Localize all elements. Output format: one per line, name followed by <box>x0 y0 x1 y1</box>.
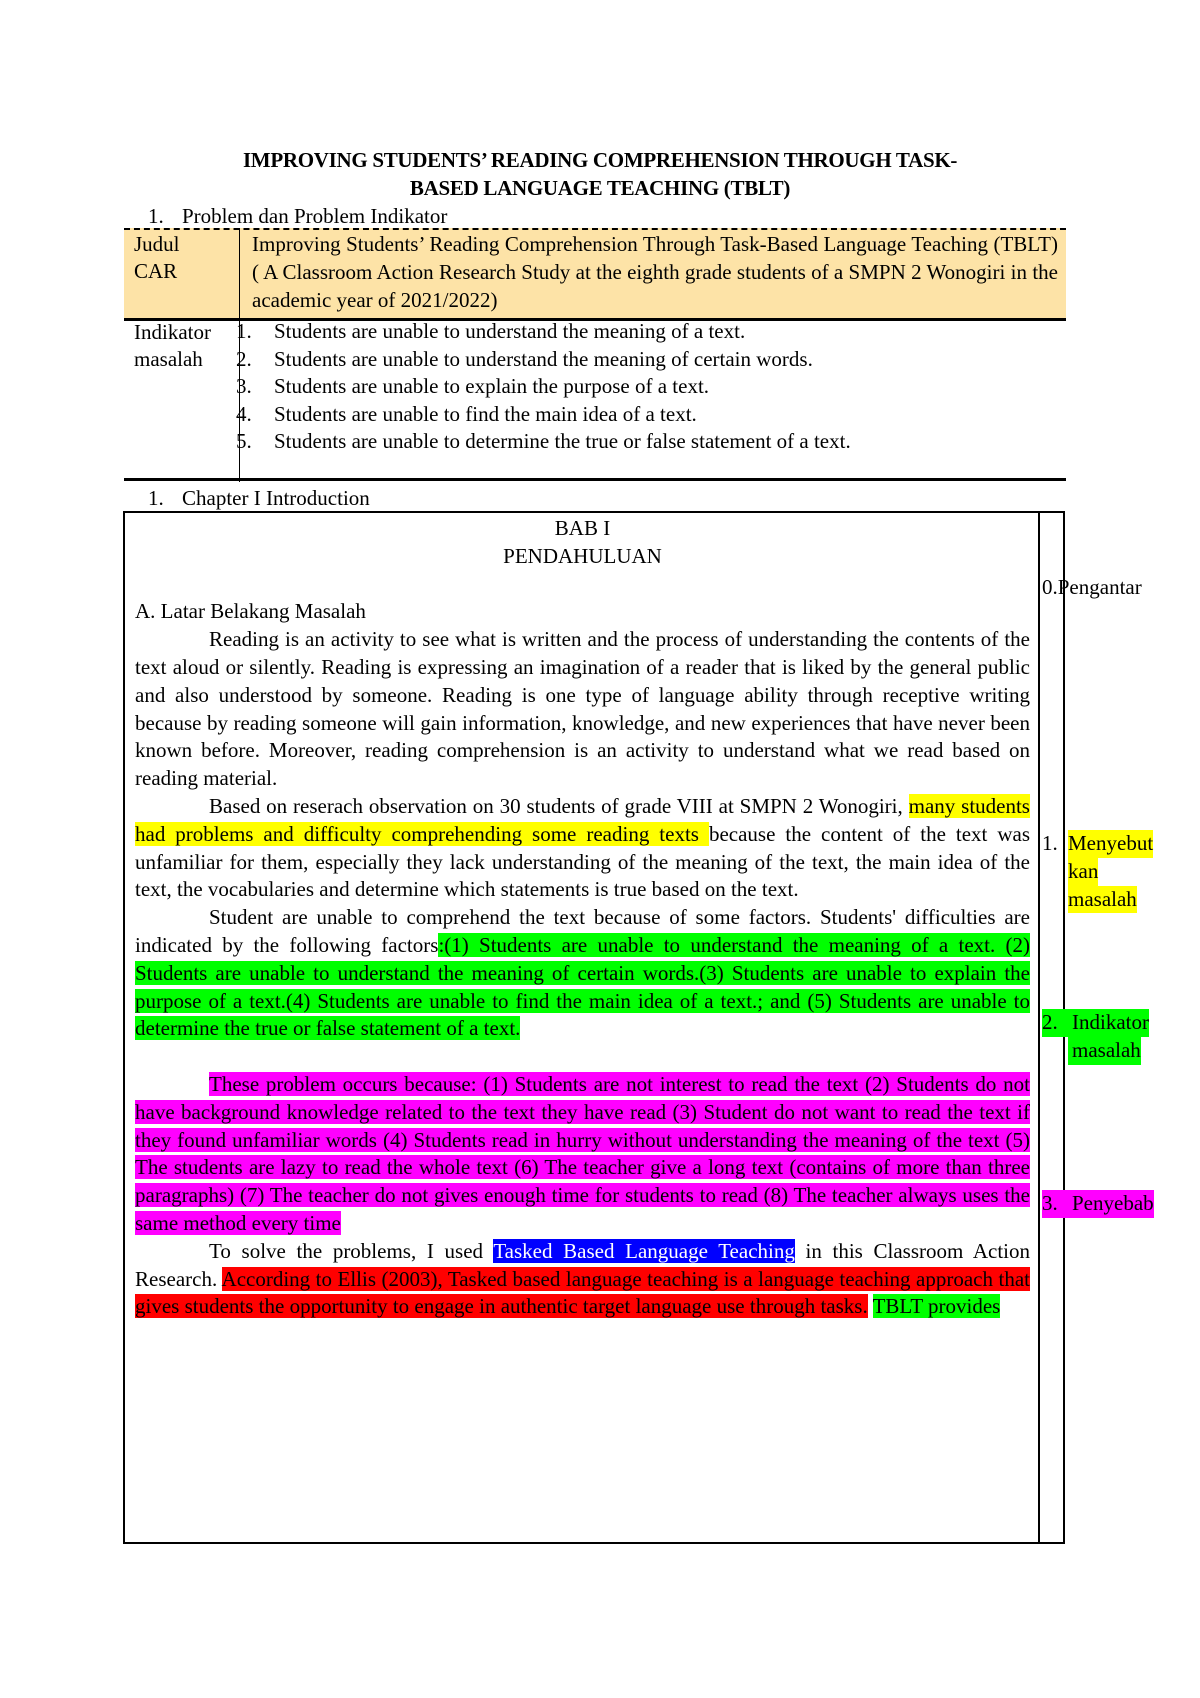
list-item: 5. Students are unable to determine the true or false statement of a text. <box>236 429 851 453</box>
list-item: 1. Students are unable to understand the meaning of a text. <box>236 319 746 343</box>
highlight-green: :(1) Students are unable to understand the meaning of a text. (2) Students are unable to understand the meaning of certain words.(3) Students are unable to explain the purpose of a text.(4) Students are unable to find the main idea of a text.; and (5) Students are unable to determine the true or false statement of a text. <box>135 932 1030 1041</box>
paragraph-2: Based on reserach observation on 30 students of grade VIII at SMPN 2 Wonogiri, many students had problems and difficulty comprehending some reading texts because the content of the text was unfamiliar for them, especially they lack understanding of the meaning of the text, the main idea of the text, the vocabularies and determine which statements is true based on the text. <box>135 793 1030 902</box>
side-note-indikator: 2. Indikator masalah <box>1042 1009 1172 1065</box>
paragraph-1: Reading is an activity to see what is written and the process of understanding the contents of the text aloud or silently. Reading is expressing an imagination of a reader that is liked by the general public and also understood by someone. Reading is one type of language ability through receptive writing because by reading someone will gain information, knowledge, and new experiences that have never been known before. Moreover, reading comprehension is an activity to understand what we read based on reading material. <box>135 627 1030 791</box>
chapter-table-divider <box>1038 513 1040 1544</box>
highlight-red: According to Ellis (2003), Tasked based language teaching is a language teaching approach that gives students the opportunity to engage in authentic target language use through tasks. <box>135 1266 1030 1319</box>
judul-label: Judul CAR <box>134 232 180 283</box>
highlight-magenta: These problem occurs because: (1) Students are not interest to read the text (2) Students do not have background knowledge related to the text they have read (3) Student do not want to read the text if they found unfamiliar words (4) Students read in hurry without understanding the meaning of the text (5) The students are lazy to read the whole text (6) The teacher give a long text (contains of more than three paragraphs) (7) The teacher do not gives enough time for students to read (8) The teacher always uses the same method every time <box>135 1071 1030 1235</box>
latar-belakang-heading: A. Latar Belakang Masalah <box>135 599 366 624</box>
indikator-label: Indikator masalah <box>134 320 211 371</box>
title-line-2: BASED LANGUAGE TEACHING (TBLT) <box>409 176 791 200</box>
chapter-text-column <box>135 515 1030 1321</box>
paragraph-3: Student are unable to comprehend the text because of some factors. Students' difficulties are indicated by the following factors:(1) Students are unable to understand the meaning of a text. (2) Students are unable to understand the meaning of certain words.(3) Students are unable to explain the purpose of a text.(4) Students are unable to find the main idea of a text.; and (5) Students are unable to determine the true or false statement of a text. <box>135 905 1030 1041</box>
highlight-yellow: many students had problems and difficulty comprehending some reading texts <box>135 793 1030 846</box>
side-note-pengantar: 0.Pengantar <box>1042 575 1142 599</box>
indikator-list <box>236 318 1066 456</box>
document-title <box>124 146 1076 202</box>
list-item: 2. Students are unable to understand the meaning of certain words. <box>236 346 813 371</box>
judul-car-text: Improving Students’ Reading Comprehension Through Task-Based Language Teaching (TBLT) ( A Classroom Action Research Study at the eighth grade students of a SMPN 2 Wonogiri in the academic year of 2021/2022) <box>252 232 1058 312</box>
chapter-table <box>123 511 1154 1544</box>
paragraph-4 <box>135 1071 1030 1238</box>
section-heading-problem: 1. Problem dan Problem Indikator <box>148 204 448 228</box>
title-line-1: IMPROVING STUDENTS’ READING COMPREHENSION THROUGH TASK- <box>242 148 958 172</box>
table1-divider-top <box>239 228 240 320</box>
paragraph-5: To solve the problems, I used Tasked Based Language Teaching in this Classroom Action Research. According to Ellis (2003), Tasked based language teaching is a language teaching approach that gives students the opportunity to engage in authentic target language use through tasks. TBLT provides <box>135 1238 1030 1319</box>
highlight-blue: Tasked Based Language Teaching <box>493 1238 795 1263</box>
side-note-menyebutkan: 1. Menyebut kan masalah <box>1042 830 1172 913</box>
highlight-green-2: TBLT provides <box>872 1294 1001 1319</box>
side-note-penyebab: 3. Penyebab <box>1042 1190 1172 1218</box>
list-item: 3. Students are unable to explain the purpose of a text. <box>236 374 710 398</box>
list-item: 4. Students are unable to find the main idea of a text. <box>236 401 697 426</box>
section-heading-chapter: 1. Chapter I Introduction <box>148 486 370 510</box>
bab-heading: BAB I <box>554 516 611 540</box>
pendahuluan-heading: PENDAHULUAN <box>503 543 662 568</box>
